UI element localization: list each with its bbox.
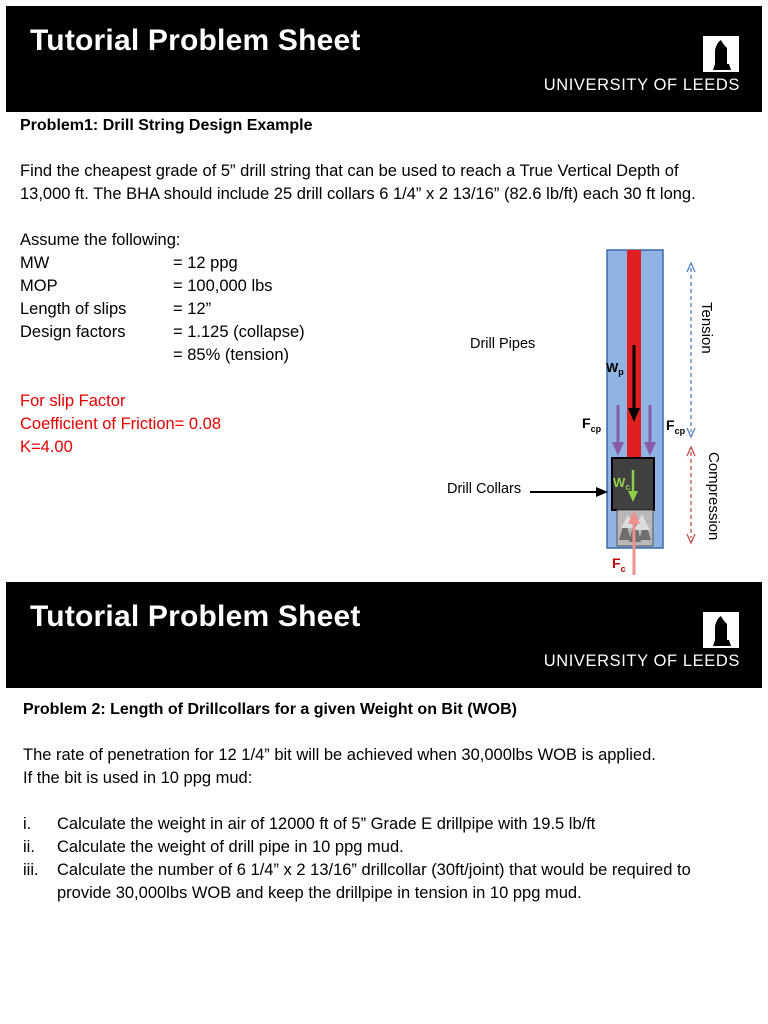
- problem1-intro: Find the cheapest grade of 5” drill string that can be used to reach a True Vertical Depth of 13,000 ft. The BHA should include 25 drill collars 6 1/4” x 2 13/16” (82.6 lb/ft) each 30 ft long.: [20, 162, 696, 203]
- fcp-right-label: $F_{cp}$: [666, 417, 686, 436]
- problem2-heading: Problem 2: Length of Drillcollars for a given Weight on Bit (WOB): [23, 701, 517, 718]
- fcp-left-label: $F_{cp}$: [582, 415, 602, 434]
- wp-label: $W_p$: [606, 360, 624, 377]
- problem2-intro: The rate of penetration for 12 1/4” bit will be achieved when 30,000lbs WOB is applied. If the bit is used in 10 ppg mud:: [23, 746, 656, 787]
- wc-label: $W_c$: [613, 475, 631, 492]
- assumption-row: MOP = 100,000 lbs: [20, 277, 273, 295]
- slip-factor-label: For slip Factor: [20, 392, 126, 410]
- compression-label: Compression: [705, 452, 722, 541]
- problem1-heading: Problem1: Drill String Design Example: [20, 117, 313, 134]
- assumption-row: = 85% (tension): [173, 346, 290, 364]
- leeds-logo-icon: [703, 612, 739, 648]
- banner-title: Tutorial Problem Sheet: [30, 600, 361, 633]
- list-item: iii. Calculate the number of 6 1/4” x 2 13/16” drillcollar (30ft/joint) that would be required to provide 30,000lbs WOB and keep the drillpipe in tension in 10 ppg mud.: [23, 861, 691, 902]
- tension-label: Tension: [698, 302, 715, 354]
- assume-label: Assume the following:: [20, 231, 181, 249]
- assumption-row: MW = 12 ppg: [20, 254, 238, 272]
- drill-collars-label: Drill Collars: [447, 481, 522, 497]
- banner-title: Tutorial Problem Sheet: [30, 24, 361, 57]
- header-banner-2: [6, 582, 762, 688]
- k-value: K=4.00: [20, 438, 73, 456]
- problem2-section: [23, 698, 743, 905]
- list-item: ii. Calculate the weight of drill pipe in 10 ppg mud.: [23, 838, 404, 856]
- university-name: UNIVERSITY OF LEEDS: [543, 652, 740, 670]
- drill-pipes-label: Drill Pipes: [470, 336, 536, 352]
- fc-label: $F_c$: [612, 555, 626, 574]
- problem2-list: [23, 813, 743, 905]
- list-item: i. Calculate the weight in air of 12000 ft of 5” Grade E drillpipe with 19.5 lb/ft: [23, 815, 596, 833]
- assumption-row: Design factors = 1.125 (collapse): [20, 323, 305, 341]
- assumption-row: Length of slips = 12”: [20, 300, 212, 318]
- friction-coefficient: Coefficient of Friction= 0.08: [20, 415, 222, 433]
- university-name: UNIVERSITY OF LEEDS: [543, 76, 740, 94]
